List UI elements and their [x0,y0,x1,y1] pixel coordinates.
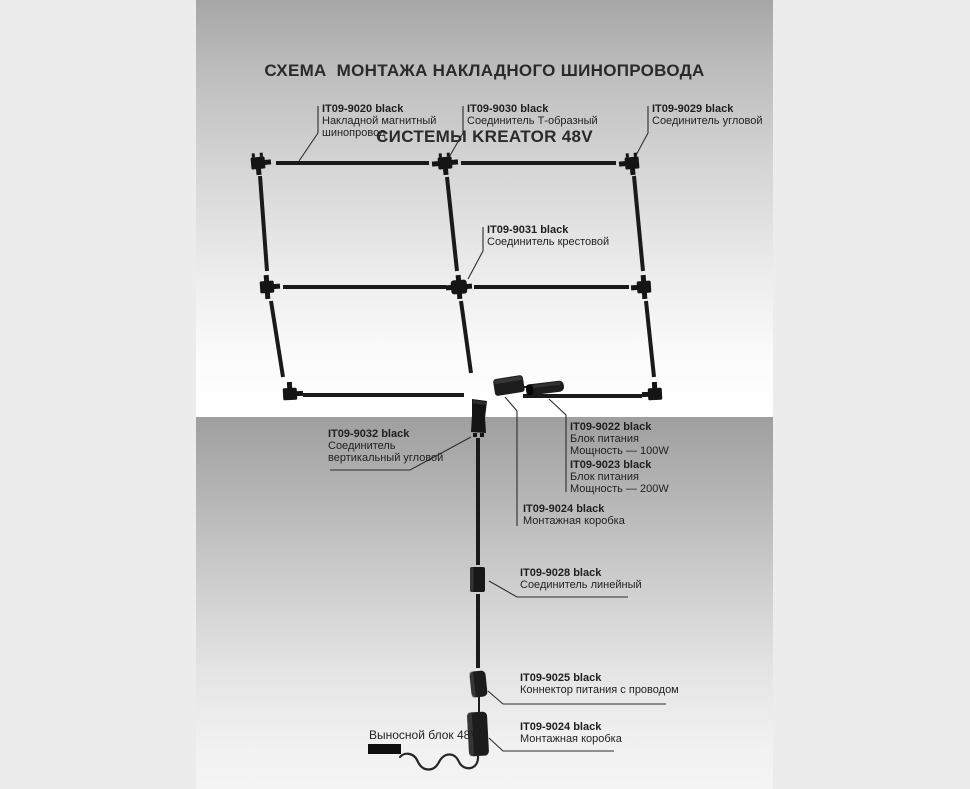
part-desc: Соединитель угловой [652,115,763,127]
t-connector-icon [431,152,459,176]
part-code: IT09-9024 black [520,721,602,733]
label-it09-9023 [570,459,669,495]
part-desc: Мощность — 100W [570,445,669,457]
part-code: IT09-9029 black [652,103,734,115]
track-segment [271,301,283,377]
leader-it09-9020 [299,106,318,161]
part-desc: Накладной магнитный [322,115,437,127]
t-connector-icon [630,275,652,300]
label-remote-block: Выносной блок 48V [369,728,479,742]
track-segment [447,177,457,271]
vertical-corner-connector-icon [471,399,487,437]
part-desc: Монтажная коробка [523,515,625,527]
part-desc: вертикальный угловой [328,452,444,464]
part-desc: Соединитель [328,440,396,452]
track-segment [461,301,471,373]
wavy-power-cable [400,754,478,770]
part-desc: Коннектор питания с проводом [520,684,679,696]
label-it09-9030 [467,103,598,127]
track-segment [634,176,643,271]
part-desc: Блок питания [570,471,639,483]
label-it09-9020 [322,103,436,139]
power-supply-icon [525,380,564,396]
part-code: IT09-9030 black [467,103,549,115]
label-it09-9025 [520,672,679,696]
t-connector-icon [259,274,281,299]
leader-it09-9022-9023 [549,399,566,492]
linear-connector-icon [470,567,485,592]
part-desc: Монтажная коробка [520,733,622,745]
part-code: IT09-9031 black [487,224,569,236]
part-code: IT09-9022 black [570,421,652,433]
corner-connector-icon [618,152,640,176]
corner-connector-icon [250,152,272,176]
label-it09-9031 [487,224,609,248]
part-desc: Соединитель крестовой [487,236,610,248]
title-line-1: СХЕМА МОНТАЖА НАКЛАДНОГО ШИНОПРОВОДА [264,61,705,80]
leader-it09-9024-top [505,397,517,526]
title-line-2: СИСТЕМЫ KREATOR 48V [376,127,593,146]
label-it09-9024-bottom [520,721,622,745]
part-desc: Соединитель линейный [520,579,642,591]
part-desc: шинопровод [322,127,386,139]
part-desc: Блок питания [570,433,639,445]
leader-it09-9031 [468,227,483,279]
part-code: IT09-9023 black [570,459,652,471]
power-connector-icon [469,670,488,698]
label-it09-9022 [570,421,669,457]
part-code: IT09-9020 black [322,103,404,115]
part-desc: Соединитель Т-образный [467,115,598,127]
label-it09-9032 [328,428,443,464]
part-code: IT09-9024 black [523,503,605,515]
part-code: IT09-9028 black [520,567,602,579]
connector-icons [250,152,662,401]
label-it09-9028 [520,567,642,591]
corner-connector-icon [282,381,303,400]
track-segment [646,301,654,377]
label-it09-9029 [652,103,763,127]
part-code: IT09-9025 black [520,672,602,684]
track-segment [260,176,267,271]
leader-it09-9030 [448,106,463,159]
mounting-box-ceiling-icon [493,375,525,396]
corner-connector-icon [641,382,662,401]
label-it09-9024-top [523,503,625,527]
part-code: IT09-9032 black [328,428,410,440]
remote-power-block-icon [368,744,401,754]
part-desc: Мощность — 200W [570,483,669,495]
leader-it09-9029 [634,106,648,159]
